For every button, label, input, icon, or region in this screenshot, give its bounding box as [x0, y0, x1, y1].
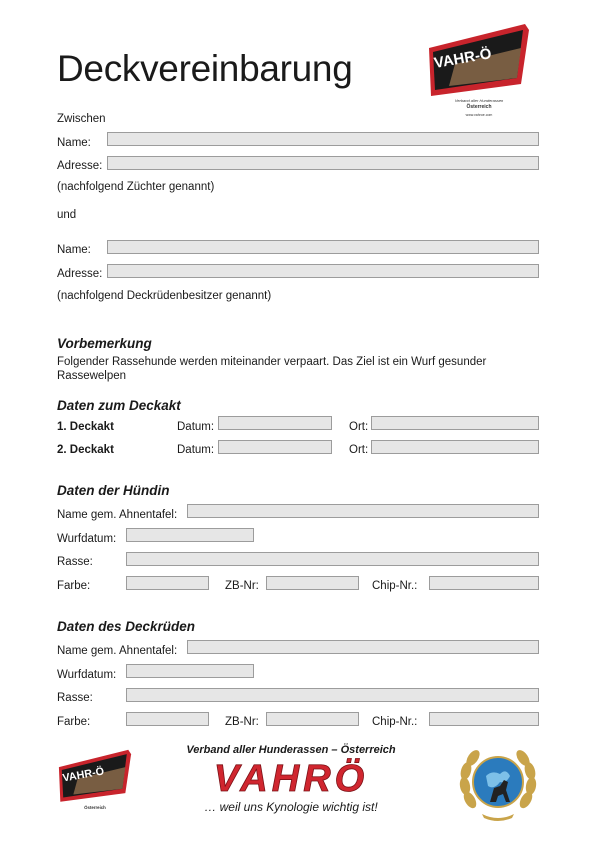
- stud-breed-label: Rasse:: [57, 692, 93, 704]
- first-mating-place-field[interactable]: [371, 416, 539, 430]
- mating-heading: Daten zum Deckakt: [57, 398, 181, 413]
- stud-pedigree-name-label: Name gem. Ahnentafel:: [57, 645, 178, 657]
- stud-birth-field[interactable]: [126, 664, 254, 678]
- breeder-note: (nachfolgend Züchter genannt): [57, 181, 215, 193]
- preface-text: Folgender Rassehunde werden miteinander verpaart. Das Ziel ist ein Wurf gesunder Rassewelpen: [57, 356, 487, 382]
- first-mating-label: 1. Deckakt: [57, 421, 114, 433]
- svg-text:VAHRÖ: VAHRÖ: [213, 758, 369, 798]
- dam-pedigree-name-label: Name gem. Ahnentafel:: [57, 509, 178, 521]
- second-mating-place-label: Ort:: [349, 444, 369, 456]
- svg-text:Österreich: Österreich: [466, 104, 492, 110]
- svg-text:VAHR-Ö: VAHR-Ö: [432, 45, 493, 72]
- stud-chip-label: Chip-Nr.:: [372, 716, 418, 728]
- stud-color-label: Farbe:: [57, 716, 91, 728]
- footer-org-name: Verband aller Hunderassen – Österreich: [186, 744, 396, 756]
- dam-breed-label: Rasse:: [57, 556, 93, 568]
- dam-chip-field[interactable]: [429, 576, 539, 590]
- vahroe-small-logo: [56, 748, 134, 818]
- dam-zb-label: ZB-Nr:: [225, 580, 259, 592]
- dam-birth-field[interactable]: [126, 528, 254, 542]
- footer-brand-wordmark: [176, 758, 406, 798]
- first-mating-date-label: Datum:: [177, 421, 215, 433]
- first-mating-place-label: Ort:: [349, 421, 369, 433]
- breeder-address-label: Adresse:: [57, 160, 103, 172]
- stud-owner-name-field[interactable]: [107, 240, 539, 254]
- footer-slogan: … weil uns Kynologie wichtig ist!: [204, 800, 378, 814]
- second-mating-date-field[interactable]: [218, 440, 332, 454]
- vahroe-logo: [425, 22, 533, 118]
- dam-color-field[interactable]: [126, 576, 209, 590]
- stud-zb-field[interactable]: [266, 712, 359, 726]
- breeder-name-label: Name:: [57, 137, 91, 149]
- stud-owner-note: (nachfolgend Deckrüdenbesitzer genannt): [57, 290, 272, 302]
- svg-text:VAHR-Ö: VAHR-Ö: [61, 765, 106, 785]
- dam-pedigree-name-field[interactable]: [187, 504, 539, 518]
- dam-chip-label: Chip-Nr.:: [372, 580, 418, 592]
- second-mating-label: 2. Deckakt: [57, 444, 114, 456]
- dam-heading: Daten der Hündin: [57, 483, 170, 498]
- dam-birth-label: Wurfdatum:: [57, 533, 117, 545]
- breeder-name-field[interactable]: [107, 132, 539, 146]
- page-title: Deckvereinbarung: [57, 48, 353, 89]
- stud-owner-address-label: Adresse:: [57, 268, 103, 280]
- first-mating-date-field[interactable]: [218, 416, 332, 430]
- stud-heading: Daten des Deckrüden: [57, 619, 196, 634]
- laurel-seal-logo: [456, 740, 540, 824]
- between-text: Zwischen: [57, 113, 106, 125]
- and-text: und: [57, 209, 77, 221]
- svg-text:Verband aller Hunderassen: Verband aller Hunderassen: [454, 98, 504, 103]
- dam-zb-field[interactable]: [266, 576, 359, 590]
- stud-color-field[interactable]: [126, 712, 209, 726]
- stud-owner-name-label: Name:: [57, 244, 91, 256]
- stud-owner-address-field[interactable]: [107, 264, 539, 278]
- second-mating-place-field[interactable]: [371, 440, 539, 454]
- stud-birth-label: Wurfdatum:: [57, 669, 117, 681]
- svg-text:Österreich: Österreich: [84, 805, 106, 810]
- stud-pedigree-name-field[interactable]: [187, 640, 539, 654]
- dam-breed-field[interactable]: [126, 552, 539, 566]
- stud-chip-field[interactable]: [429, 712, 539, 726]
- stud-breed-field[interactable]: [126, 688, 539, 702]
- stud-zb-label: ZB-Nr:: [225, 716, 259, 728]
- breeder-address-field[interactable]: [107, 156, 539, 170]
- preface-heading: Vorbemerkung: [57, 336, 152, 351]
- dam-color-label: Farbe:: [57, 580, 91, 592]
- svg-text:www.vahroe.com: www.vahroe.com: [465, 113, 493, 117]
- second-mating-date-label: Datum:: [177, 444, 215, 456]
